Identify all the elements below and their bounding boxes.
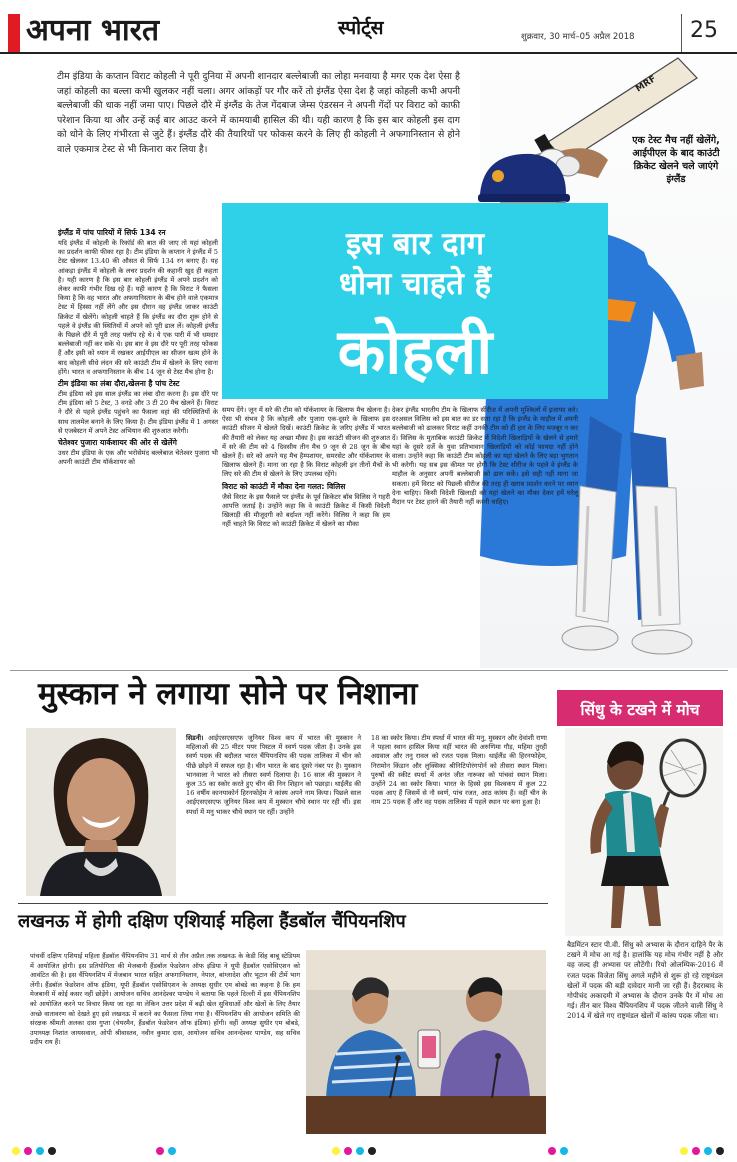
kohli-col1-para-3: उधर टीम इंडिया के एक और भरोसेमंद बल्लेबाज चेतेश्वर पुजारा भी अपनी काउंटी टीम यॉर्कशायर को (58, 449, 218, 467)
kohli-column-2 (222, 406, 390, 530)
registration-dot (156, 1147, 164, 1155)
sindhu-story (567, 940, 723, 1023)
registration-dot (692, 1147, 700, 1155)
registration-dot (48, 1147, 56, 1155)
sindhu-body: बैडमिंटन स्टार पी.वी. सिंधु को अभ्यास के दौरान दाहिने पैर के टखने में मोच आ गई है। हालांकि यह मोच गंभीर नहीं है और वह जल्द ही अभ्यास पर लौटेंगी। रियो ओलम्पिक-2016 में रजत पदक विजेता सिंधु अगले महीने से शुरू हो रहे राष्ट्रमंडल खेलों में पदक की बड़ी दावेदार मानी जा रही हैं। हैदराबाद के गोपीचंद अकादमी में अभ्यास के दौरान उनके पैर में मोच आ गई। तीन बार विश्व चैंपियनशिप में पदक जीतने वाली सिंधु ने 2014 में खेले गए राष्ट्रमंडल खेलों में कांस्य पदक जीता था। (567, 940, 723, 1021)
masthead-red-block (8, 14, 20, 52)
muskan-col2-text: 18 का स्कोर किया। टीम स्पर्धा में भारत की मनु, मुस्कान और देवांशी राणा ने पहला स्थान हासिल किया वहीं भारत की अरुणिमा गौड़, महिमा तुरही अग्रवाल और तनु रावल को रजत पदक मिला। थाईलैंड की हिरनफोहेम, निरामोन किंडान और लुक्सिका श्रीनिटिपोरंगपोर्न को तीसरा स्थान मिला। पुरुषों की स्कीट स्पर्धा में अनंत जीत नारूका को पांचवां स्थान मिला। उन्होंने 24 का स्कोर किया। भारत के हिस्से इस विश्वकप में कुल 22 पदक आए हैं जिसमें से नौ स्वर्ण, पांच रजत, आठ कांस्य हैं। वहीं चीन के नाम 25 पदक हैं और वह पदक तालिका में पहले स्थान पर बना हुआ है। (371, 734, 547, 807)
registration-dot (548, 1147, 556, 1155)
sindhu-headline: सिंधु के टखने में मोच (580, 701, 700, 719)
muskan-col1-text: आईएसएसएफ जूनियर विश्व कप में भारत की मुस्कान ने महिलाओं की 25 मीटर पयर पिस्टल में स्वर्ण पदक जीता है। उनके इस स्वर्ण पदक की बदौलत भारत चैंपियनशिप की पदक तालिका में चीन को पीछे छोड़ने में सफल रहा है। चीन भारत के बाद दूसरे नंबर पर है। मुस्कान भानवाला ने भारत को तीसरा स्वर्ण दिलाया है। 16 साल की मुस्कान ने कुल 35 का स्कोर करते हुए चीन की निन शिहान को पछाड़ा। थाईलैंड की 16 वर्षीय कानयाकोर्न हिरनफोहेम ने कांस्य अपने नाम किया। पिछले साल आईएसएसएफ जूनियर विश्व कप में मुस्कान चौथे स्थान पर रही थीं। इस स्पर्धा में मनु भाकर चौथे स्थान पर रहीं। उन्होंने (186, 734, 361, 816)
registration-dot (356, 1147, 364, 1155)
kohli-col3-para-1: देकर इंग्लैंड भारतीय टीम के खिलाफ सीरीज में अपनी मुश्किलों में इजाफा करे। दरअसल विलिस को इस बात का डर सता रहा है कि इंग्लैंड के माहौल में अपनी बल्लेबाजी को ढालकर विराट कहीं उनकी टीम को ही हार के लिए मजबूर न कर दें। विलिस के मुताबिक काउंटी क्रिकेट में विदेशी खिलाड़ियों के खेलने से हमारे यहां के दूसरे दर्जे के युवा प्रतिभावान खिलाड़ियों को कोई फायदा नहीं होने वाला। उन्होंने कहा कि काउंटी टीम कोहली का यहां खेलने के लिए बड़ा भुगतान भी करेगी। यह सब इस कीमत पर होगी कि टेस्ट सीरीज के पहले वे इंग्लैंड के माहौल के अनुसार अपनी बल्लेबाजी को ढाल सकें। इसे सही नहीं माना जा सकता। हमें विराट को पिछली सीरीज की तरह ही खराब प्रदर्शन करने पर ध्यान देना चाहिए। किसी विदेशी खिलाड़ी को यहां खेलने का मौका देकर हमें घरेलू मैदान पर टेस्ट हारने की तैयारी नहीं करनी चाहिए। (392, 406, 578, 507)
kohli-intro-paragraph: टीम इंडिया के कप्तान विराट कोहली ने पूरी दुनिया में अपनी शानदार बल्लेबाजी का लोहा मनवाया है मगर एक देश ऐसा है जहां कोहली का बल्ला कभी खुलकर नहीं चला। अगर आंकड़ों पर गौर करें तो इंग्लैंड ऐसा देश है जहां कोहली कभी अपनी बल्लेबाजी की धाक नहीं जमा पाए। पिछले दौरे में इंग्लैंड के तेज गेंदबाज जेम्स एंडरसन ने अपनी गेंदों पर विराट को काफी परेशान किया था और उन्हें कई बार आउट करने में कामयाबी हासिल की थी। यही कारण है कि इस बार कोहली इस दाग को धोने के लिए गंभीरता से जुटे हैं। इंग्लैंड दौरे की तैयारियों पर फोकस करने के लिए ही कोहली ने अफगानिस्तान से होने वाले एकमात्र टेस्ट से भी किनारा कर लिया है। (57, 71, 460, 155)
muskan-dateline: सिडनी। (186, 734, 204, 742)
section-title: स्पोर्ट्स (338, 17, 384, 39)
kohli-headline-line2: धोना चाहते हैं (338, 266, 492, 302)
page-number: 25 (690, 18, 718, 43)
muskan-column-2 (371, 734, 547, 809)
registration-dot (24, 1147, 32, 1155)
kohli-col1-para-2: टीम इंडिया को इस साल इंग्लैंड का लंबा दौरा करना है। इस दौरे पर टीम इंडिया को 5 टेस्ट, 3 वनडे और 3 टी 20 मैच खेलने हैं। विराट ने दौरे से पहले इंग्लैंड पहुंचने का फैसला वहां की परिस्थितियों के साथ तालमेल बनाने के लिए किया है। टीम इंडिया इंग्लैंड में 1 अगस्त से एजबेस्टन में अपने टेस्ट अभियान की शुरुआत करेगी। (58, 390, 218, 435)
kohli-headline-name: कोहली (337, 315, 493, 388)
svg-text:MRF: MRF (634, 74, 659, 95)
kohli-col2-para-1: समय देंगे। जून में सरे की टीम को यॉर्कशायर के खिलाफ मैच खेलना है। ऐसा भी संभव है कि कोहली और पुजारा एक-दूसरे के खिलाफ इस काउंटी सीजन में खेलते दिखें। काउंटी क्रिकेट के जरिए इंग्लैंड में भारत की तैयारी को लेकर यह अच्छा मौका है। इस काउंटी सीजन की शुरुआत में सरे की टीम को 4 दिवसीय तीन मैच 9 जून से 28 जून के बीच खेलने हैं। सरे को अपने यह मैच हैम्पशायर, समरसेट और यॉर्कशायर के खिलाफ खेलने हैं। माना जा रहा है कि विराट कोहली इन तीनों मैचों के लिए सरे की टीम से खेलने के लिए उपलब्ध रहेंगे। (222, 406, 390, 479)
registration-dot (12, 1147, 20, 1155)
handball-top-rule (18, 903, 548, 904)
issue-date: शुक्रवार, 30 मार्च–05 अप्रैल 2018 (521, 32, 635, 42)
sindhu-photo (565, 728, 723, 936)
muskan-photo (26, 728, 176, 896)
handball-press-photo (306, 950, 546, 1134)
print-registration-strip (0, 1142, 737, 1162)
kohli-photo-caption: एक टेस्ट मैच नहीं खेलेंगे, आईपीएल के बाद काउंटी क्रिकेट खेलने चले जाएंगे इंग्लैंड (632, 135, 720, 185)
kohli-subhead-2: टीम इंडिया का लंबा दौरा,खेलना है पांच टेस्ट (58, 379, 180, 389)
kohli-col2-para-2: जैसे विराट के इस फैसले पर इंग्लैंड के पूर्व क्रिकेटर बॉब विलिस ने गहरी आपत्ति जताई है। उन्होंने कहा कि वे काउंटी क्रिकेट में किसी विदेशी खिलाड़ी की मौजूदगी को बर्दाश्त नहीं करेंगे। विलिस ने कहा कि हम नहीं चाहते कि विराट को काउंटी क्रिकेट में खेलने का मौका (222, 492, 390, 529)
registration-dot (560, 1147, 568, 1155)
kohli-column-1 (58, 226, 218, 468)
muskan-column-1 (186, 734, 361, 818)
registration-dot (168, 1147, 176, 1155)
kohli-subhead-4: विराट को काउंटी में मौका देना गलत: विलिस (222, 481, 346, 491)
handball-story (30, 952, 300, 1049)
registration-dot (36, 1147, 44, 1155)
registration-dot (704, 1147, 712, 1155)
registration-dot (344, 1147, 352, 1155)
kohli-col1-para-1: यदि इंग्लैंड में कोहली के रिकॉर्ड की बात की जाए तो यहां कोहली का प्रदर्शन काफी फीका रहा है। टीम इंडिया के कप्तान ने इंग्लैंड में 5 टेस्ट खेलकर 13.40 की औसत से सिर्फ 134 रन बनाए हैं। यह आंकड़ा इंग्लैंड में कोहली के लचर प्रदर्शन की कहानी खुद ही कहता है। यही कारण है कि इस बार कोहली इंग्लैंड में अपने प्रदर्शन को लेकर काफी गंभीर दिख रहे हैं। यही कारण है कि विराट ने फैसला किया है कि वह भारत और अफगानिस्तान के बीच होने वाले एकमात्र टेस्ट में हिस्सा नहीं लेंगे और इस दौरान वह इंग्लैंड जाकर काउंटी क्रिकेट में खेलेंगे। कोहली चाहते हैं कि इंग्लैंड का दौरा शुरू होने से पहले वे इंग्लैंड की स्थितियों में अपने को पूरी ढाल लें। कोहली इंग्लैंड के पिछले दौरे में पूरी तरह फ्लॉप रहे थे। ये एक पारी में भी धमदार बल्लेबाजी नहीं कर सके थे। इस बार वे इस दौरे पर पूरी तरह फोकस हैं और इसी को ध्यान में रखकर आईपीएल का सीजन खत्म होने के बाद कोहली सीधे लंदन की सरे काउंटी टीम में खेलने के लिए रवाना होंगे। भारत व अफगानिस्तान के बीच 14 जून से टेस्ट मैच होना है। (58, 239, 218, 376)
section-divider (10, 670, 728, 671)
kohli-subhead-3: चेतेश्वर पुजारा यार्कशायर की ओर से खेलेंगे (58, 438, 177, 448)
header-rule (0, 52, 737, 54)
kohli-column-3 (392, 406, 578, 508)
publication-name: अपना भारत (26, 13, 160, 48)
registration-dot (332, 1147, 340, 1155)
registration-dot (368, 1147, 376, 1155)
header-divider (681, 14, 682, 52)
handball-body: पांचवीं दक्षिण एशियाई महिला हैंडबॉल चैंपियनशिप 31 मार्च से तीन अप्रैल तक लखनऊ के केडी सिंह बाबू स्टेडियम में आयोजित होगी। इस प्रतियोगिता की मेजबानी हैंडबॉल फेडरेशन ऑफ इंडिया ने यूपी हैंडबॉल एसोसिएशन को आवंटित की है। इस चैंपियनशिप में मेजबान भारत सहित अफगानिस्तान, नेपाल, बांग्लादेश और भूटान की टीमें भाग लेंगी। हैंडबॉल फेडरेशन ऑफ इंडिया, यूपी हैंडबॉल एसोसिएशन के अध्यक्ष सुधीर एम बोबडे का कहना है कि हम मेजबानी में कोई कसर नहीं छोड़ेंगे। आयोजन सचिव आनंदेश्वर पाण्डेय ने बताया कि पहले दिल्ली में इस चैंपियनशिप को आयोजित करने पर विचार किया जा रहा था लेकिन उत्तर प्रदेश में बढ़ी खेल सुविधाओं और खेलों के लिए तैयार अच्छे वातावरण को देखते हुए इसे लखनऊ में कराने का फैसला लिया गया है। चैंपियनशिप की आयोजन समिति की संरक्षक श्रीमती अलका दास गुप्ता (चेयरमैन, हैंडबॉल फेडरेशन ऑफ इंडिया) होंगी। वहीं अध्यक्ष सुधीर एम बोबडे, उपाध्यक्ष निशांत जायसवाल, ओपी श्रीवास्तव, नवीन कुमार दास, आयोजन सचिव आनन्देश्वर पाण्डेय, सह सचिव प्रदीप राय हैं। (30, 952, 300, 1047)
handball-headline: लखनऊ में होगी दक्षिण एशियाई महिला हैंडबॉल चैंपियनशिप (18, 911, 406, 932)
registration-dot (716, 1147, 724, 1155)
muskan-headline: मुस्कान ने लगाया सोने पर निशाना (38, 676, 418, 712)
registration-dot (680, 1147, 688, 1155)
kohli-subhead-1: इंग्लैंड में पांच पारियों में सिर्फ 134 रन (58, 228, 166, 237)
kohli-headline-line1: इस बार दाग (345, 226, 485, 262)
